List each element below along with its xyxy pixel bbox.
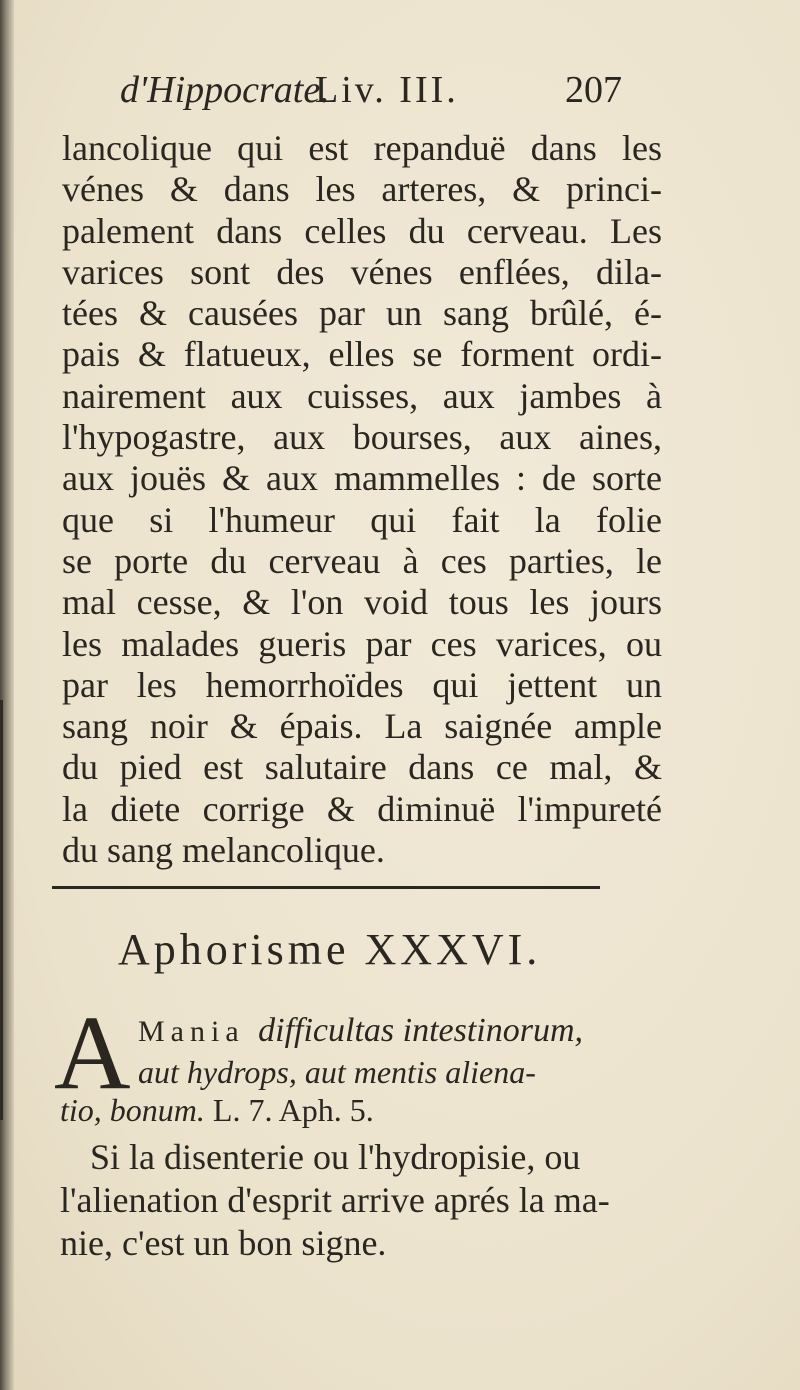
text-line: palement dans celles du cerveau. Les xyxy=(62,210,662,251)
aphorism-reference: L. 7. Aph. 5. xyxy=(212,1092,374,1128)
text-line: du pied est salutaire dans ce mal, & xyxy=(62,747,662,788)
text-line: mal cesse, & l'on void tous les jours xyxy=(62,582,662,623)
latin-line-1 xyxy=(138,1012,583,1050)
text-line: les malades gueris par ces varices, ou xyxy=(62,623,662,664)
running-head-book: Liv. III. xyxy=(315,69,459,111)
text-line: nie, c'est un bon signe. xyxy=(60,1223,387,1263)
text-line: que si l'humeur qui fait la folie xyxy=(62,499,662,540)
text-line: nairement aux cuisses, aux jambes à xyxy=(62,375,662,416)
latin-italic: difficultas intestinorum, xyxy=(258,1012,584,1049)
text-line: la diete corrige & diminuë l'impureté xyxy=(62,788,662,829)
binding-edge xyxy=(0,700,3,1120)
text-line: Si la disenterie ou l'hydropisie, ou xyxy=(90,1137,581,1177)
text-line: se porte du cerveau à ces parties, le xyxy=(62,540,662,581)
text-line: l'alienation d'esprit arrive aprés la ma- xyxy=(60,1180,610,1220)
latin-italic-end: tio, bonum. xyxy=(60,1092,213,1128)
drop-cap: A xyxy=(54,994,131,1111)
running-head xyxy=(120,68,690,124)
page-gutter xyxy=(0,0,14,1390)
latin-smallcaps: Mania xyxy=(138,1015,259,1048)
text-line: vénes & dans les arteres, & princi- xyxy=(62,169,662,210)
page-number: 207 xyxy=(565,69,622,111)
text-line: aux jouës & aux mammelles : de sorte xyxy=(62,458,662,499)
text-line: par les hemorrhoïdes qui jettent un xyxy=(62,664,662,705)
french-translation xyxy=(60,1136,660,1265)
text-line: varices sont des vénes enflées, dila- xyxy=(62,251,662,292)
text-line: pais & flatueux, elles se forment ordi- xyxy=(62,334,662,375)
aphorism-heading: Aphorisme XXXVI. xyxy=(118,925,542,974)
text-line: lancolique qui est repanduë dans les xyxy=(62,128,662,168)
text-line: du sang melancolique. xyxy=(62,830,385,871)
section-divider xyxy=(52,886,600,889)
text-line: sang noir & épais. La saignée ample xyxy=(62,706,662,747)
text-line: l'hypogastre, aux bourses, aux aines, xyxy=(62,417,662,458)
latin-line-2: aut hydrops, aut mentis aliena- xyxy=(138,1054,536,1090)
body-text xyxy=(62,128,662,871)
latin-line-3 xyxy=(60,1092,374,1129)
running-head-title: d'Hippocrate. xyxy=(120,69,330,111)
text-line: tées & causées par un sang brûlé, é- xyxy=(62,293,662,334)
